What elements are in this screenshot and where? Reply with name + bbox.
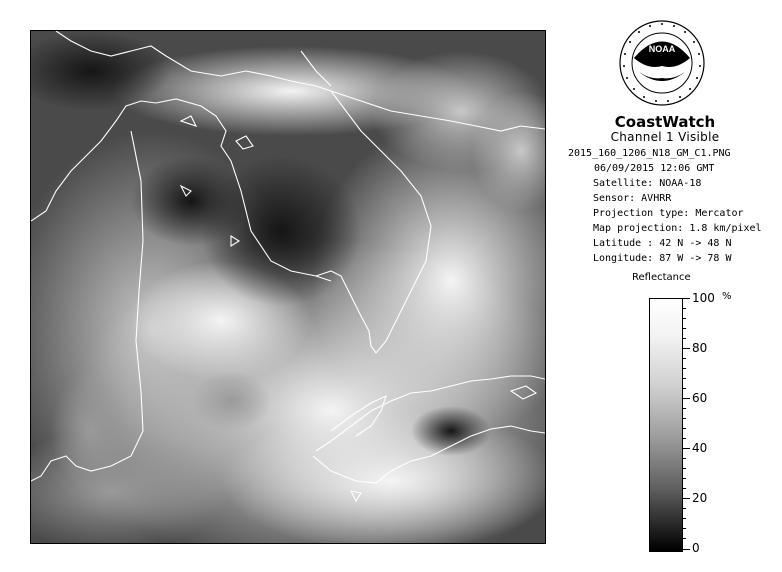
colorbar-minor-tick — [682, 378, 686, 379]
colorbar-tick — [682, 298, 690, 299]
colorbar-minor-tick — [682, 418, 686, 419]
colorbar-minor-tick — [682, 438, 686, 439]
colorbar-minor-tick — [682, 538, 686, 539]
longitude-label: Longitude: 87 W -> 78 W — [593, 253, 732, 264]
colorbar-tick — [682, 498, 690, 499]
colorbar-minor-tick — [682, 478, 686, 479]
satellite-label: Satellite: NOAA-18 — [593, 178, 702, 189]
colorbar-minor-tick — [682, 308, 686, 309]
latitude-label: Latitude : 42 N -> 48 N — [593, 238, 732, 249]
satellite-map — [30, 30, 546, 544]
datetime-label: 06/09/2015 12:06 GMT — [594, 163, 715, 174]
colorbar-minor-tick — [682, 428, 686, 429]
colorbar-tick — [682, 448, 690, 449]
sensor-label: Sensor: AVHRR — [593, 193, 672, 204]
colorbar-tick — [682, 398, 690, 399]
metadata-block — [593, 176, 762, 266]
colorbar-tick-label: 60 — [692, 391, 708, 405]
colorbar-tick — [682, 549, 690, 550]
legend-title: Reflectance — [632, 272, 691, 283]
colorbar-minor-tick — [682, 508, 686, 509]
map-projection-label: Map projection: 1.8 km/pixel — [593, 223, 762, 234]
noaa-logo-icon — [619, 20, 705, 106]
colorbar-minor-tick — [682, 318, 686, 319]
colorbar-tick-label: 0 — [692, 541, 700, 555]
noaa-logo — [619, 20, 705, 106]
filename-label: 2015_160_1206_N18_GM_C1.PNG — [568, 148, 731, 159]
colorbar-minor-tick — [682, 528, 686, 529]
reflectance-colorbar — [649, 298, 683, 552]
colorbar-minor-tick — [682, 338, 686, 339]
satellite-image — [31, 31, 545, 543]
colorbar-minor-tick — [682, 408, 686, 409]
colorbar-minor-tick — [682, 468, 686, 469]
colorbar-minor-tick — [682, 368, 686, 369]
legend-unit: % — [722, 291, 732, 302]
projection-type-label: Projection type: Mercator — [593, 208, 744, 219]
colorbar-tick-label: 20 — [692, 491, 708, 505]
app-title: CoastWatch — [614, 113, 716, 131]
colorbar-minor-tick — [682, 518, 686, 519]
colorbar-minor-tick — [682, 358, 686, 359]
colorbar-tick — [682, 348, 690, 349]
colorbar-tick-label: 80 — [692, 341, 708, 355]
colorbar-minor-tick — [682, 388, 686, 389]
channel-subtitle: Channel 1 Visible — [610, 130, 720, 144]
colorbar-minor-tick — [682, 328, 686, 329]
colorbar-minor-tick — [682, 488, 686, 489]
colorbar-minor-tick — [682, 458, 686, 459]
logo-text: NOAA — [648, 44, 676, 54]
colorbar-tick-label: 40 — [692, 441, 708, 455]
colorbar-tick-label: 100 — [692, 291, 715, 305]
